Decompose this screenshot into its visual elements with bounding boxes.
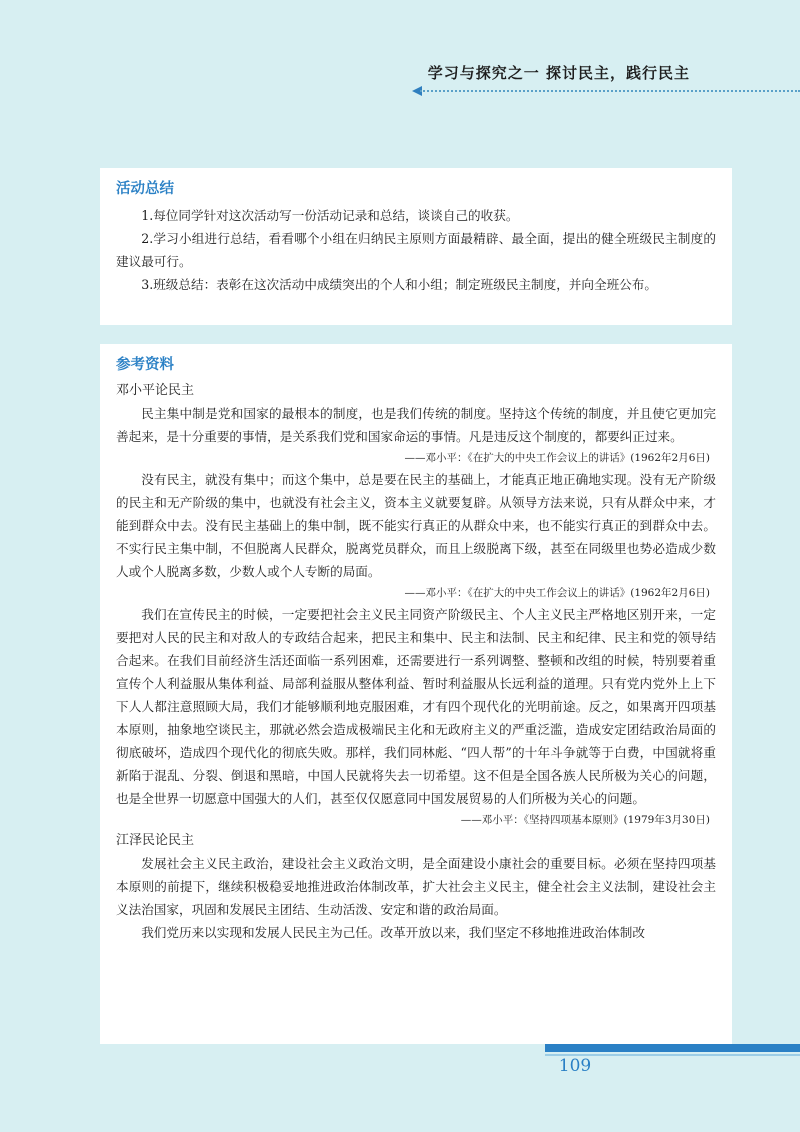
reference-paragraph: 我们党历来以实现和发展人民民主为己任。改革开放以来，我们坚定不移地推进政治体制改 bbox=[141, 925, 645, 940]
summary-item: 1.每位同学针对这次活动写一份活动记录和总结，谈谈自己的收获。 bbox=[141, 208, 519, 223]
reference-panel bbox=[100, 344, 732, 1044]
summary-item: 3.班级总结：表彰在这次活动中成绩突出的个人和小组；制定班级民主制度，并向全班公布。 bbox=[141, 277, 657, 292]
reference-heading: 参考资料 bbox=[116, 357, 174, 373]
citation: ——邓小平：《在扩大的中央工作会议上的讲话》(1962年2月6日) bbox=[404, 587, 710, 599]
reference-paragraph: 我们在宣传民主的时候，一定要把社会主义民主同资产阶级民主、个人主义民主严格地区别开来，一定要把对人民的民主和对敌人的专政结合起来，把民主和集中、民主和法制、民主和纪律、民主和党的领导结合起来。在我们目前经济生活还面临一系列困难，还需要进行一系列调整、整顿和改组的时候，特别要着重宣传个人利益服从集体利益、局部利益服从整体利益、暂时利益服从长远利益的道理。只有党内党外上上下下人人都注意照顾大局，我们才能够顺利地克服困难，才有四个现代化的光明前途。反之，如果离开四项基本原则，抽象地空谈民主，那就必然会造成极端民主化和无政府主义的严重泛滥，造成安定团结政治局面的彻底破坏，造成四个现代化的彻底失败。那样，我们同林彪、“四人帮”的十年斗争就等于白费，中国就将重新陷于混乱、分裂、倒退和黑暗，中国人民就将失去一切希望。这不但是全国各族人民所极为关心的问题，也是全世界一切愿意中国强大的人们，甚至仅仅愿意同中国发展贸易的人们所极为关心的问题。 bbox=[116, 607, 716, 806]
reference-paragraph: 民主集中制是党和国家的最根本的制度，也是我们传统的制度。坚持这个传统的制度，并且使它更加完善起来，是十分重要的事情，是关系我们党和国家命运的事情。凡是违反这个制度的，都要纠正过来。 bbox=[116, 406, 716, 444]
activity-summary-heading: 活动总结 bbox=[116, 181, 174, 197]
section-title-jiang: 江泽民论民主 bbox=[116, 833, 195, 848]
section-title-deng: 邓小平论民主 bbox=[116, 383, 195, 398]
reference-paragraph: 发展社会主义民主政治，建设社会主义政治文明，是全面建设小康社会的重要目标。必须在坚持四项基本原则的前提下，继续积极稳妥地推进政治体制改革，扩大社会主义民主，健全社会主义法制，建设社会主义法治国家，巩固和发展民主团结、生动活泼、安定和谐的政治局面。 bbox=[116, 856, 716, 917]
activity-summary-panel bbox=[100, 168, 732, 325]
page-number: 109 bbox=[558, 1056, 592, 1076]
header-divider bbox=[420, 90, 800, 92]
citation: ——邓小平：《坚持四项基本原则》(1979年3月30日) bbox=[460, 814, 710, 826]
summary-item: 2.学习小组进行总结，看看哪个小组在归纳民主原则方面最精辟、最全面，提出的健全班级民主制度的建议最可行。 bbox=[116, 231, 716, 269]
citation: ——邓小平：《在扩大的中央工作会议上的讲话》(1962年2月6日) bbox=[404, 452, 710, 464]
chapter-title: 学习与探究之一 探讨民主，践行民主 bbox=[427, 64, 690, 82]
footer-bar bbox=[545, 1044, 800, 1052]
page-header bbox=[0, 0, 800, 100]
reference-paragraph: 没有民主，就没有集中；而这个集中，总是要在民主的基础上，才能真正地正确地实现。没有无产阶级的民主和无产阶级的集中，也就没有社会主义，资本主义就要复辟。从领导方法来说，只有从群众中来，才能到群众中去。没有民主基础上的集中制，既不能实行真正的从群众中来，也不能实行真正的到群众中去。不实行民主集中制，不但脱离人民群众，脱离党员群众，而且上级脱离下级，甚至在同级里也势必造成少数人或个人脱离多数，少数人或个人专断的局面。 bbox=[116, 472, 716, 579]
